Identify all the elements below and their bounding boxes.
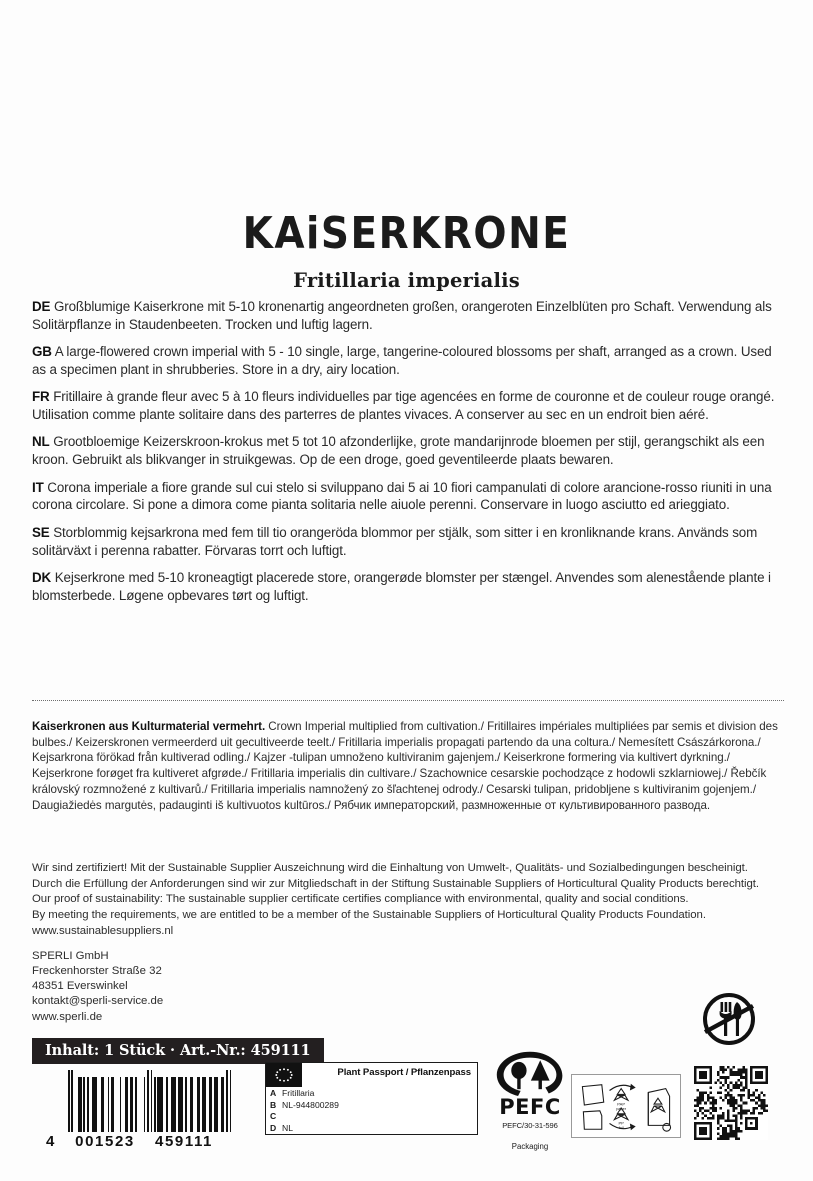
qr-code-matrix[interactable] (694, 1066, 768, 1140)
plant-passport-row (266, 1100, 477, 1112)
language-code: NL (32, 434, 50, 450)
barcode-bar (137, 1077, 144, 1132)
description-text: Großblumige Kaiserkrone mit 5-10 kronenartig angeordneten großen, orangeroten Einzelblüten pro Schaft. Verwendung als Solitärpflanze in Staudenbeeten. Trocken und luftig lagern. (32, 299, 772, 332)
cultivation-note-text: Crown Imperial multiplied from cultivation./ Fritillaires impériales multipliées par semis et division des bulbes./ Keizerskronen vermeerderd uit gecultiveerde teelt./ Fritillaria imperialis propagati partendo da una coltura./ Nemesített Császárkorona./ Kejsarkrona förökad från kultiverad odling./ Kajzer -tulipan umnoženo kultiviranim gajenjem./ Keiserkrone formering via kultivert dyrkning./ Kejserkrone forøget fra kultiveret afgrøde./ Fritillaria imperialis din cultivare./ Szachownice cesarskie pochodzące z hodowli szklarniowej./ Řebčík královský rozmnožené z kultivarů./ Fritillaria imperialis namnožený zo šľachtenej odrody./ Cesarski tulipan, pridobljene s kultiviranim gojenjem./ Daugiažiedės margutės, padauginti iš kultivuotos kultūros./ Рябчик императорский, размноженные от культивированного развода. (32, 720, 778, 812)
plant-passport-value: NL (282, 1122, 293, 1133)
description-text: Grootbloemige Keizerskroon-krokus met 5 tot 10 afzonderlijke, grote mandarijnrode bloemen per stijl, gerangschikt als een kroon. Gebruikt als blikvanger in struikgewas. Op de een droge, goed geventileerde plaats bewaren. (32, 434, 765, 468)
description-fr (32, 388, 784, 424)
sustainability-line: Our proof of sustainability: The sustainable supplier certificate certifies compliance with environmental, quality and social conditions. (32, 893, 689, 906)
description-dk (32, 569, 784, 605)
description-text: A large-flowered crown imperial with 5 - 10 single, large, tangerine-coloured blossoms per shaft, arranged as a crown. Used as a specimen plant in shrubberies. Store in a dry, airy location. (32, 344, 772, 377)
pefc-caption: Packaging (511, 1142, 549, 1151)
description-it (32, 479, 784, 515)
plant-passport-value (282, 1111, 477, 1123)
barcode-lead-digit: 4 (46, 1133, 56, 1150)
address-line: SPERLI GmbH (32, 950, 109, 962)
plant-passport-key: A (270, 1088, 277, 1098)
company-address (32, 949, 352, 1025)
plant-passport-header (266, 1063, 477, 1087)
plant-passport-value: NL-944800289 (282, 1099, 339, 1110)
description-text: Corona imperiale a fiore grande sul cui stelo si sviluppano dai 5 ai 10 fiori campanulati di colore arancione-rosso riuniti in una corona circolare. Si pone a dimora come pianta solitaria nelle aiuole perenni. Conservare in luogo asciutto ed arieggiato. (32, 479, 772, 513)
barcode-bars (68, 1070, 246, 1132)
barcode-left-group: 001523 (75, 1133, 135, 1150)
description-se (32, 524, 784, 560)
divider (32, 700, 784, 701)
page-title: KAiSERKRONE (242, 208, 571, 260)
language-code: DK (32, 569, 52, 585)
description-nl (32, 433, 784, 469)
cultivation-note (32, 719, 784, 813)
barcode-right-group: 459111 (155, 1133, 213, 1150)
barcode-bar (230, 1070, 232, 1132)
description-gb (32, 343, 784, 379)
sustainability-line: www.sustainablesuppliers.nl (32, 924, 174, 937)
plant-passport-key: D (270, 1122, 277, 1133)
svg-text:PAP: PAP (617, 1101, 626, 1107)
title-block (0, 208, 813, 292)
language-code: IT (32, 479, 44, 495)
address-line: Freckenhorster Straße 32 (32, 965, 162, 978)
svg-text:PP: PP (618, 1120, 624, 1126)
plant-passport-key: B (270, 1099, 277, 1110)
pefc-wordmark: PEFC (499, 1095, 561, 1119)
eu-flag-icon (266, 1063, 302, 1087)
description-text: Storblommig kejsarkrona med fem till tio orangeröda blommor per stjälk, som sitter i en kronliknande krans. Används som solitärväxt i perenna rabatter. Förvaras torrt och luftigt. (32, 524, 758, 558)
plant-passport (265, 1062, 478, 1135)
address-line: www.sperli.de (32, 1010, 103, 1023)
plant-passport-value: Fritillaria (282, 1088, 315, 1098)
latin-name: Fritillaria imperialis (293, 269, 520, 292)
barcode-digits (46, 1133, 246, 1150)
pefc-code: PEFC/30-31-596 (502, 1121, 558, 1130)
language-code: GB (32, 344, 52, 360)
crossed-fork-knife-icon (697, 988, 761, 1050)
qr-code-icon[interactable] (694, 1066, 768, 1140)
plant-passport-row (266, 1088, 477, 1100)
sustainability-line: Durch die Erfüllung der Anforderungen sind wir zur Mitgliedschaft in der Stiftung Sustainable Suppliers of Horticultural Quality Products berechtigt. (32, 877, 759, 890)
description-text: Kejserkrone med 5-10 kroneagtigt placerede store, orangerøde blomster per stængel. Anvendes som alenestående plante i blomsterbede. Løgene opbevares tørt og luftigt. (32, 569, 771, 603)
plant-passport-title: Plant Passport / Pflanzenpass (337, 1067, 471, 1078)
language-code: FR (32, 389, 50, 405)
eu-stars-icon (266, 1063, 302, 1087)
pefc-certification (487, 1050, 573, 1151)
no-food-icon (697, 988, 761, 1050)
address-line: 48351 Everswinkel (32, 980, 128, 993)
plant-passport-rows (266, 1087, 477, 1134)
cultivation-note-lead: Kaiserkronen aus Kulturmaterial vermehrt. (32, 720, 266, 733)
description-text: Fritillaire à grande fleur avec 5 à 10 fleurs individuelles par tige agencées en forme de couronne et de couleur rouge orangé. Utilisation comme plante solitaire dans des parterres de plantes vivaces. A conserver au sec en un endroit bien aéré. (32, 389, 775, 423)
language-code: SE (32, 524, 50, 540)
sustainability-note (32, 861, 784, 940)
plant-passport-row (266, 1111, 477, 1123)
ean-barcode (46, 1070, 246, 1150)
content-bar: Inhalt: 1 Stück · Art.-Nr.: 459111 (32, 1038, 324, 1064)
plant-passport-row (266, 1123, 477, 1135)
description-list (32, 298, 784, 605)
sustainability-line: By meeting the requirements, we are entitled to be a member of the Sustainable Suppliers of Horticultural Quality Products Foundation. (32, 909, 706, 922)
description-de (32, 298, 784, 334)
svg-text:paper: paper (616, 1105, 627, 1111)
svg-text:foil: foil (618, 1124, 624, 1130)
pefc-logo-icon (487, 1050, 573, 1096)
address-line: kontakt@sperli-service.de (32, 995, 164, 1008)
plant-passport-key: C (270, 1111, 277, 1122)
language-code: DE (32, 299, 51, 314)
recycling-diagram-icon (572, 1075, 680, 1137)
recycling-instructions-icon (571, 1074, 681, 1138)
sustainability-line: Wir sind zertifiziert! Mit der Sustainable Supplier Auszeichnung wird die Einhaltung von Umwelt-, Qualitäts- und Sozialbedingungen bescheinigt. (32, 862, 748, 874)
